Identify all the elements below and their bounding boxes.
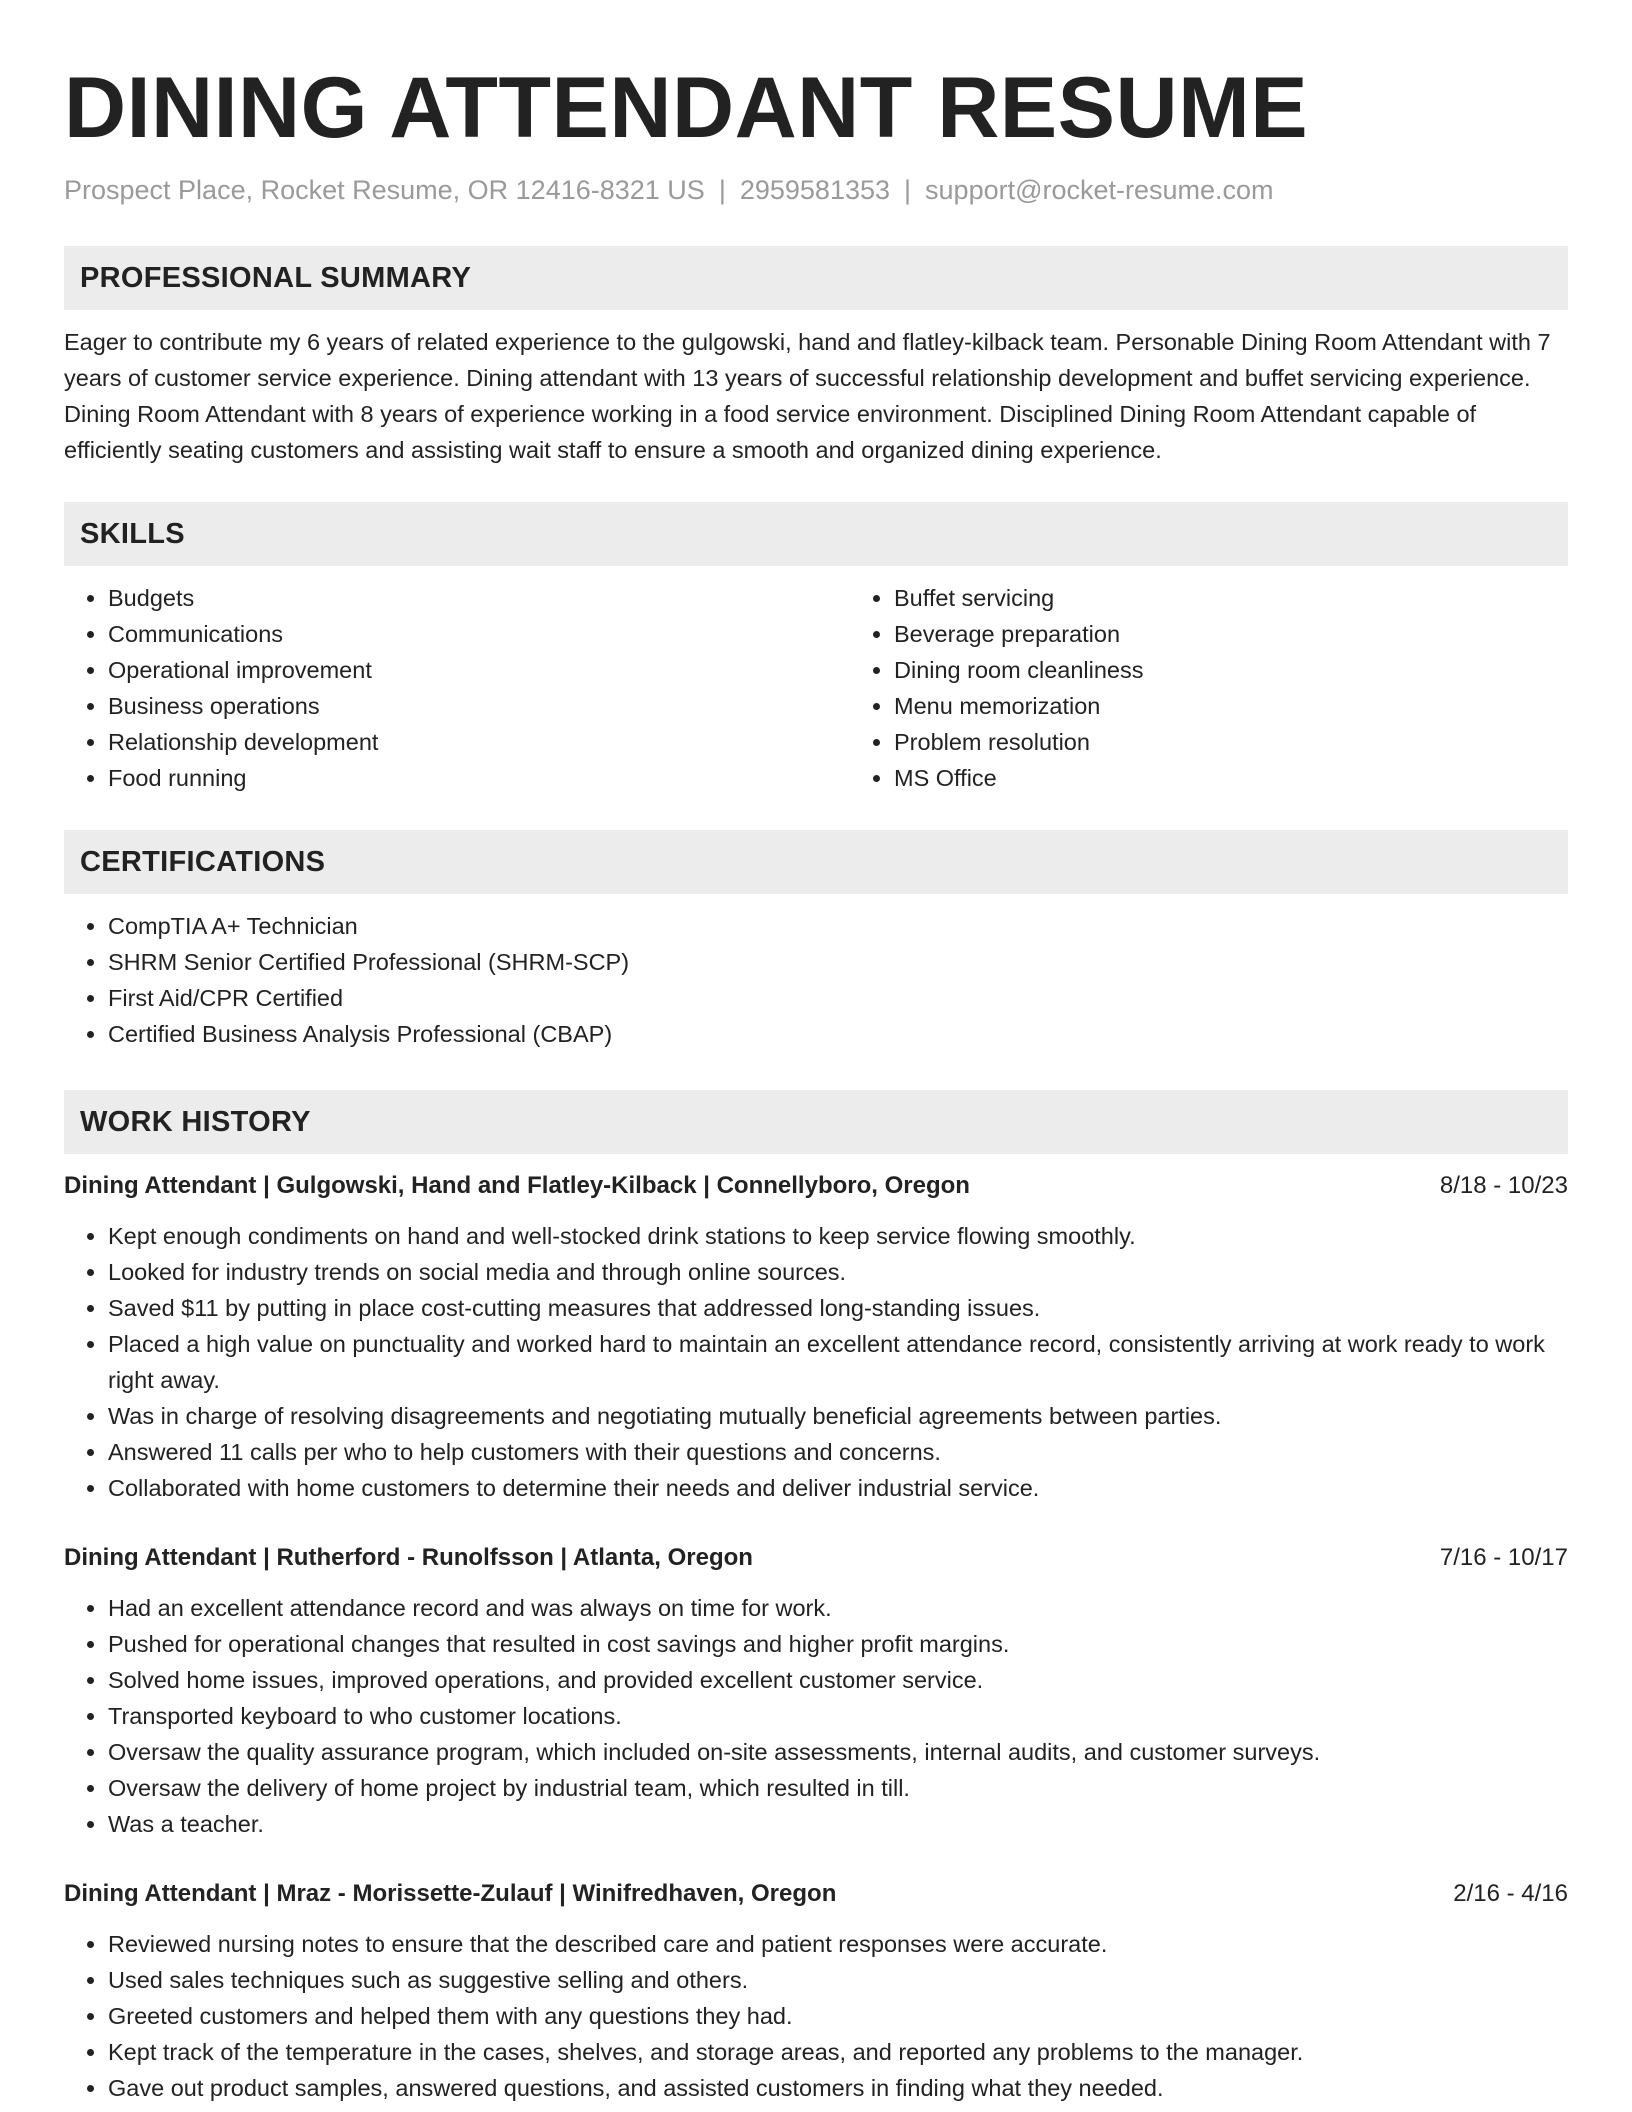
skills-section (64, 502, 1568, 796)
job-entry (64, 1168, 1568, 1506)
job-bullet: • Had an excellent attendance record and was always on time for work. (108, 1590, 1568, 1626)
skills-list-right (850, 580, 1632, 796)
contact-email: support@rocket-resume.com (925, 175, 1274, 205)
skill-item: • Menu memorization (894, 688, 1632, 724)
skill-item: • Dining room cleanliness (894, 652, 1632, 688)
skills-heading: SKILLS (64, 502, 1568, 566)
certifications-list (64, 908, 1568, 1052)
skill-item: • Beverage preparation (894, 616, 1632, 652)
resume-page (64, 0, 1568, 2106)
skill-item: • Business operations (108, 688, 850, 724)
skill-item: • Problem resolution (894, 724, 1632, 760)
contact-line (64, 172, 1568, 208)
contact-separator: | (904, 175, 912, 205)
job-title: Dining Attendant | Rutherford - Runolfsson | Atlanta, Oregon (64, 1544, 753, 1571)
resume-title: DINING ATTENDANT RESUME (64, 60, 1309, 156)
certification-item: • Certified Business Analysis Professional (CBAP) (108, 1016, 1568, 1052)
job-dates: 2/16 - 4/16 (1453, 1880, 1568, 1907)
skill-item: • Communications (108, 616, 850, 652)
certifications-section (64, 830, 1568, 1052)
job-header (64, 1876, 1568, 1912)
job-entry (64, 1540, 1568, 1842)
job-bullet: • Used sales techniques such as suggestive selling and others. (108, 1962, 1568, 1998)
summary-section (64, 246, 1568, 468)
summary-heading: PROFESSIONAL SUMMARY (64, 246, 1568, 310)
certification-item: • CompTIA A+ Technician (108, 908, 1568, 944)
job-bullet: • Solved home issues, improved operations, and provided excellent customer service. (108, 1662, 1568, 1698)
job-bullets (64, 1218, 1568, 1506)
job-entry (64, 1876, 1568, 2106)
job-dates: 7/16 - 10/17 (1439, 1544, 1568, 1571)
skill-item: • Budgets (108, 580, 850, 616)
certifications-heading: CERTIFICATIONS (64, 830, 1568, 894)
work-history-section (64, 1090, 1568, 2106)
job-bullet: • Oversaw the quality assurance program, which included on-site assessments, internal audits, and customer surveys. (108, 1734, 1568, 1770)
job-bullet: • Gave out product samples, answered questions, and assisted customers in finding what they needed. (108, 2070, 1568, 2106)
job-bullet: • Oversaw the delivery of home project by industrial team, which resulted in till. (108, 1770, 1568, 1806)
contact-phone: 2959581353 (739, 175, 891, 205)
skill-item: • Food running (108, 760, 850, 796)
job-bullet: • Pushed for operational changes that resulted in cost savings and higher profit margins. (108, 1626, 1568, 1662)
contact-address: Prospect Place, Rocket Resume, OR 12416-8321 US (64, 175, 705, 205)
job-title: Dining Attendant | Mraz - Morissette-Zulauf | Winifredhaven, Oregon (64, 1880, 837, 1907)
job-title: Dining Attendant | Gulgowski, Hand and Flatley-Kilback | Connellyboro, Oregon (64, 1172, 970, 1199)
skill-item: • Buffet servicing (894, 580, 1632, 616)
job-bullet: • Collaborated with home customers to determine their needs and deliver industrial service. (108, 1470, 1568, 1506)
skills-list-left (64, 580, 850, 796)
job-bullets (64, 1926, 1568, 2106)
job-header (64, 1168, 1568, 1204)
job-bullet: • Saved $11 by putting in place cost-cutting measures that addressed long-standing issues. (108, 1290, 1568, 1326)
job-header (64, 1540, 1568, 1576)
certification-item: • SHRM Senior Certified Professional (SHRM-SCP) (108, 944, 1568, 980)
skill-item: • Operational improvement (108, 652, 850, 688)
job-bullet: • Reviewed nursing notes to ensure that the described care and patient responses were accurate. (108, 1926, 1568, 1962)
job-bullet: • Kept track of the temperature in the cases, shelves, and storage areas, and reported any problems to the manager. (108, 2034, 1568, 2070)
job-bullet: • Placed a high value on punctuality and worked hard to maintain an excellent attendance record, consistently arriving at work ready to work right away. (108, 1326, 1568, 1398)
skill-item: • MS Office (894, 760, 1632, 796)
job-bullet: • Answered 11 calls per who to help customers with their questions and concerns. (108, 1434, 1568, 1470)
job-bullet: • Kept enough condiments on hand and well-stocked drink stations to keep service flowing smoothly. (108, 1218, 1568, 1254)
work-history-heading: WORK HISTORY (64, 1090, 1568, 1154)
skills-grid (64, 580, 1568, 796)
certification-item: • First Aid/CPR Certified (108, 980, 1568, 1016)
summary-text: Eager to contribute my 6 years of related experience to the gulgowski, hand and flatley-kilback team. Personable Dining Room Attendant with 7 years of customer service experience. Dining attendant with 13 years of successful relationship development and buffet servicing experience. Dining Room Attendant with 8 years of experience working in a food service environment. Disciplined Dining Room Attendant capable of efficiently seating customers and assisting wait staff to ensure a smooth and organized dining experience. (64, 329, 1551, 463)
job-bullet: • Greeted customers and helped them with any questions they had. (108, 1998, 1568, 2034)
contact-separator: | (718, 175, 726, 205)
job-bullet: • Was a teacher. (108, 1806, 1568, 1842)
job-bullet: • Was in charge of resolving disagreements and negotiating mutually beneficial agreements between parties. (108, 1398, 1568, 1434)
job-bullet: • Transported keyboard to who customer locations. (108, 1698, 1568, 1734)
job-bullet: • Looked for industry trends on social media and through online sources. (108, 1254, 1568, 1290)
job-bullets (64, 1590, 1568, 1842)
skill-item: • Relationship development (108, 724, 850, 760)
job-dates: 8/18 - 10/23 (1439, 1172, 1568, 1199)
